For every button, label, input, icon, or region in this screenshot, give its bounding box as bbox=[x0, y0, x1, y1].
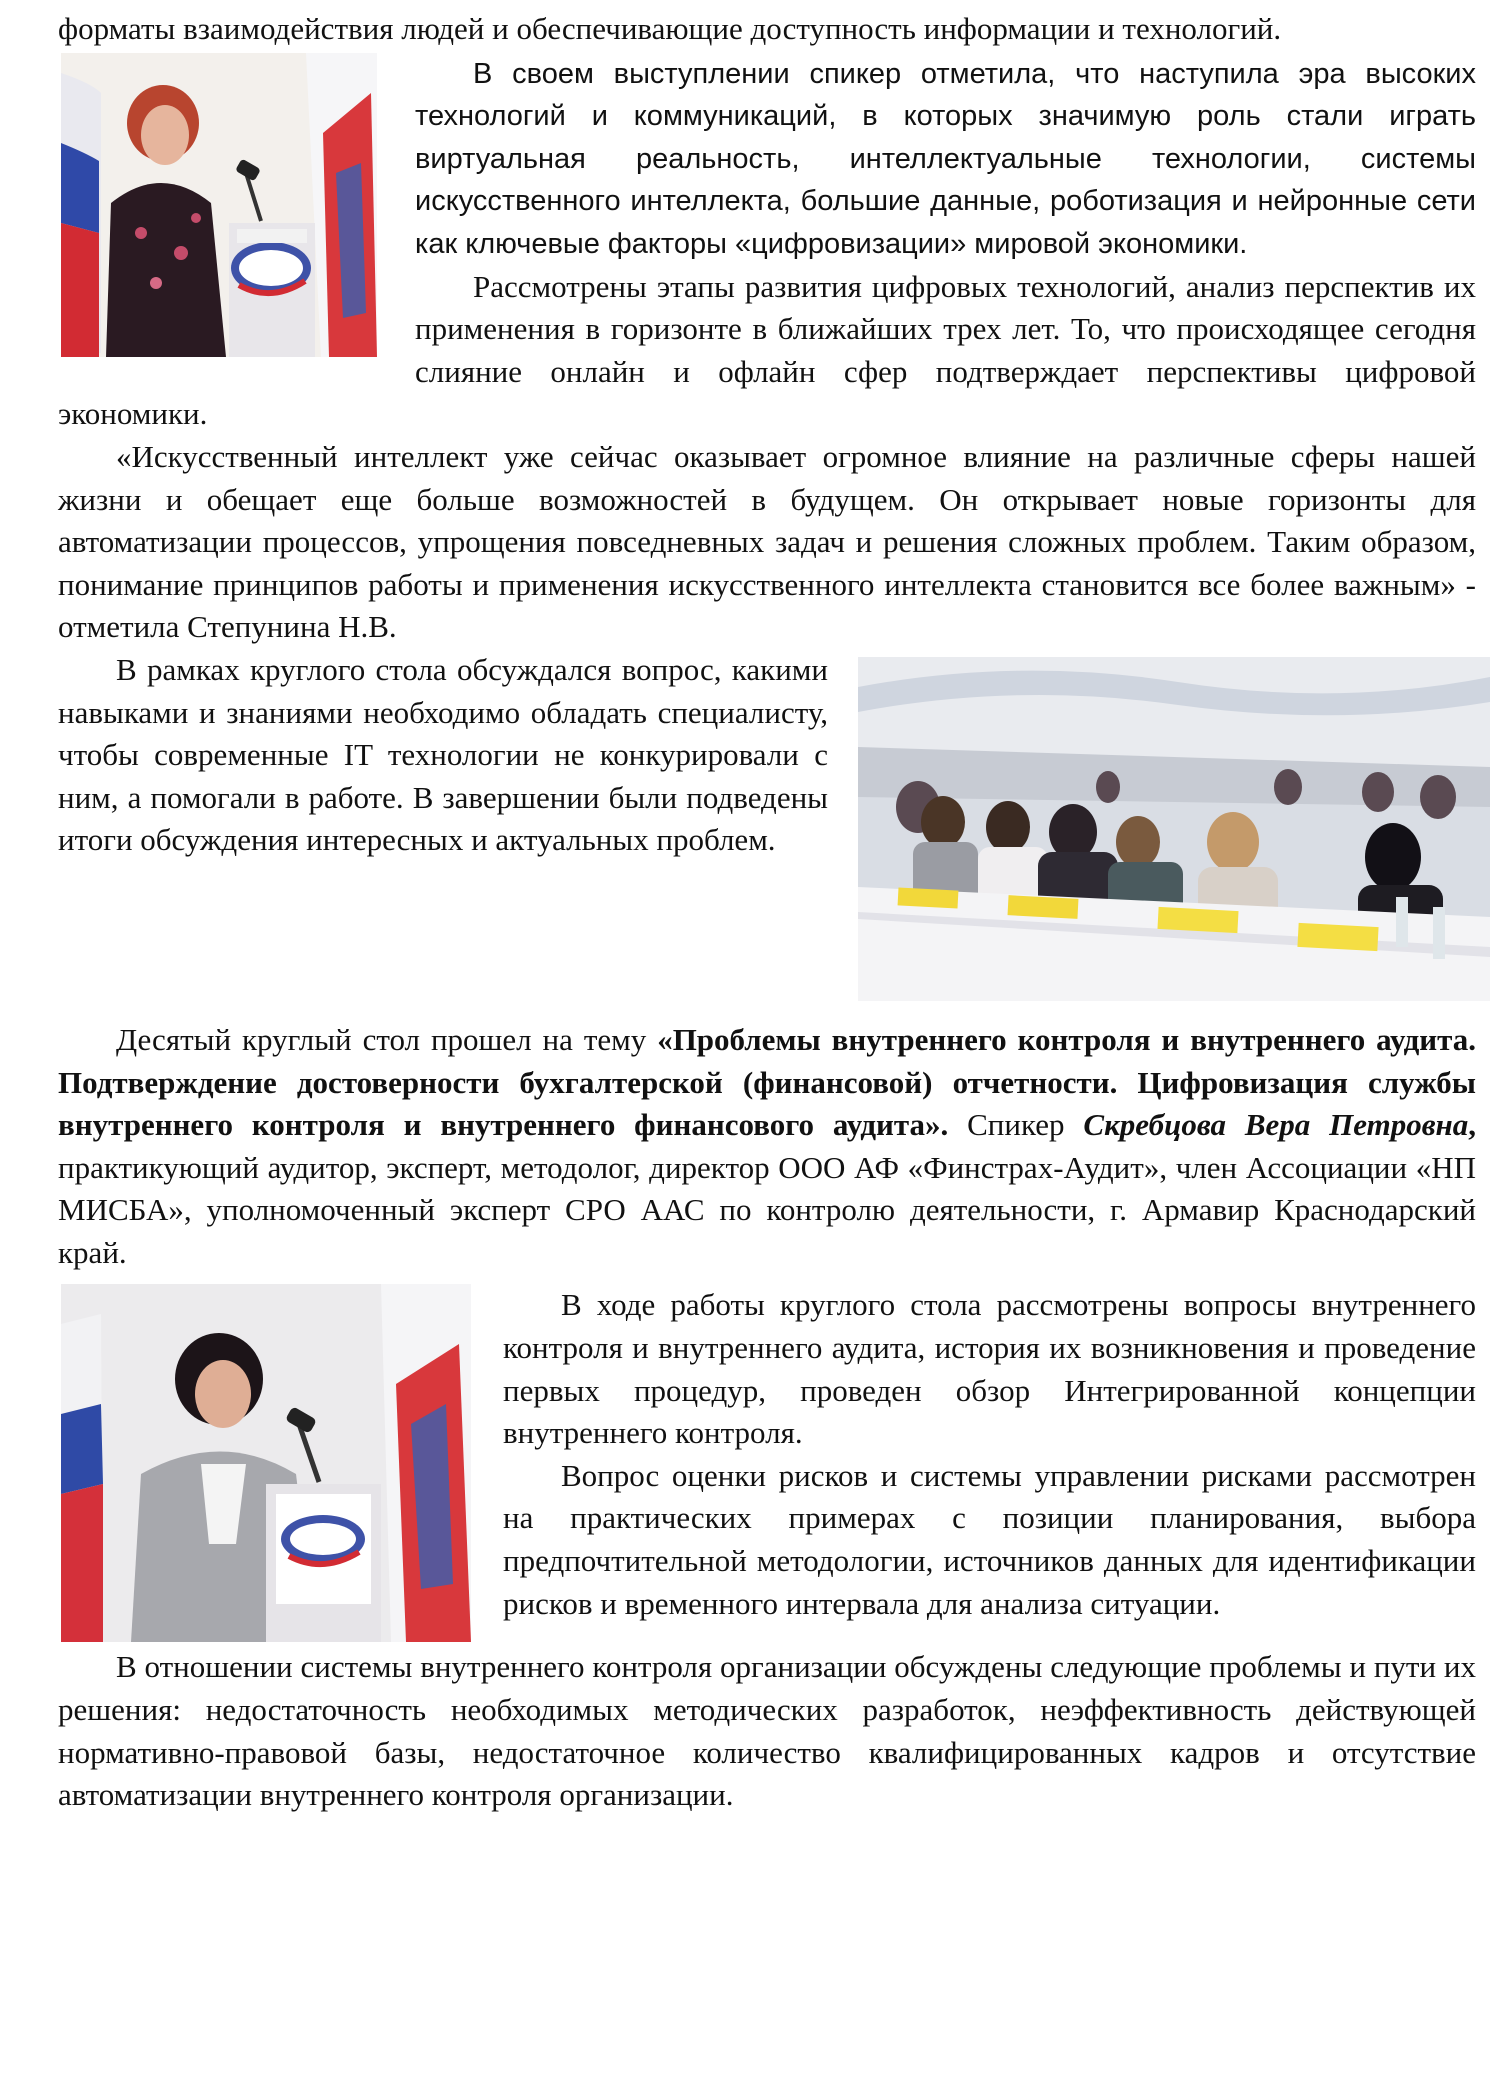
audience-photo bbox=[858, 657, 1490, 1001]
speaker-description: практикующий аудитор, эксперт, методолог, директор ООО АФ «Финстрах-Аудит», член Ассоциации «НП МИСБА», уполномоченный эксперт СРО ААС по контролю деятельности, г. Армавир Краснодарский край. bbox=[58, 1149, 1476, 1270]
section1-paragraph-2: Рассмотрены этапы развития цифровых технологий, анализ перспектив их применения в горизонте в ближайших трех лет. То, что происходящее сегодня слияние онлайн и офлайн сфер подтверждает перспективы цифровой экономики. bbox=[58, 268, 1476, 432]
section1-paragraph-3: «Искусственный интеллект уже сейчас оказывает огромное влияние на различные сферы нашей жизни и обещает еще больше возможностей в будущем. Он открывает новые горизонты для автоматизации процессов, упрощения повседневных задач и решения сложных проблем. Таким образом, понимание принципов работы и применения искусственного интеллекта становится все более важным» - отметила Степунина Н.В. bbox=[58, 438, 1476, 645]
intro-paragraph: форматы взаимодействия людей и обеспечивающие доступность информации и технологий. bbox=[58, 11, 1282, 46]
section4-paragraph-3: В отношении системы внутреннего контроля организации обсуждены следующие проблемы и пути их решения: недостаточность необходимых методических разработок, неэффективность действующей нормативно-правовой базы, недостаточное количество квалифицированных кадров и отсутствие автоматизации внутреннего контроля организации. bbox=[58, 1649, 1476, 1813]
speaker-name: Скребцова Вера Петровна bbox=[1083, 1107, 1469, 1143]
section4-paragraph-2: Вопрос оценки рисков и системы управлении рисками рассмотрен на практических примерах с позиции планирования, выбора предпочтительной методологии, источников данных для идентификации рисков и временного интервала для анализа ситуации. bbox=[503, 1457, 1476, 1621]
speaker-photo-1 bbox=[61, 53, 377, 357]
section3-lead: Десятый круглый стол прошел на тему bbox=[116, 1021, 658, 1057]
section3-paragraph bbox=[58, 1019, 1476, 1275]
roundtable-topic: «Проблемы внутреннего контроля и внутреннего аудита. Подтверждение достоверности бухгалтерской (финансовой) отчетности. Цифровизация службы внутреннего контроля и внутреннего финансового аудита». bbox=[58, 1021, 1476, 1143]
document-page bbox=[58, 8, 1476, 1817]
speaker-comma: , bbox=[1468, 1107, 1477, 1143]
section4-paragraph-1: В ходе работы круглого стола рассмотрены вопросы внутреннего контроля и внутреннего аудита, история их возникновения и проведение первых процедур, проведен обзор Интегрированной концепции внутреннего контроля. bbox=[503, 1287, 1476, 1451]
section1-paragraph-1: В своем выступлении спикер отметила, что наступила эра высоких технологий и коммуникаций, в которых значимую роль стали играть виртуальная реальность, интеллектуальные технологии, системы искусственного интеллекта, большие данные, роботизация и нейронные сети как ключевые факторы «цифровизации» мировой экономики. bbox=[415, 57, 1476, 260]
section2-paragraph-1: В рамках круглого стола обсуждался вопрос, какими навыками и знаниями необходимо обладать специалисту, чтобы современные IT технологии не конкурировали с ним, а помогали в работе. В завершении были подведены итоги обсуждения интересных и актуальных проблем. bbox=[58, 651, 828, 858]
speaker-prefix: Спикер bbox=[948, 1107, 1084, 1143]
speaker-photo-2 bbox=[61, 1284, 471, 1642]
